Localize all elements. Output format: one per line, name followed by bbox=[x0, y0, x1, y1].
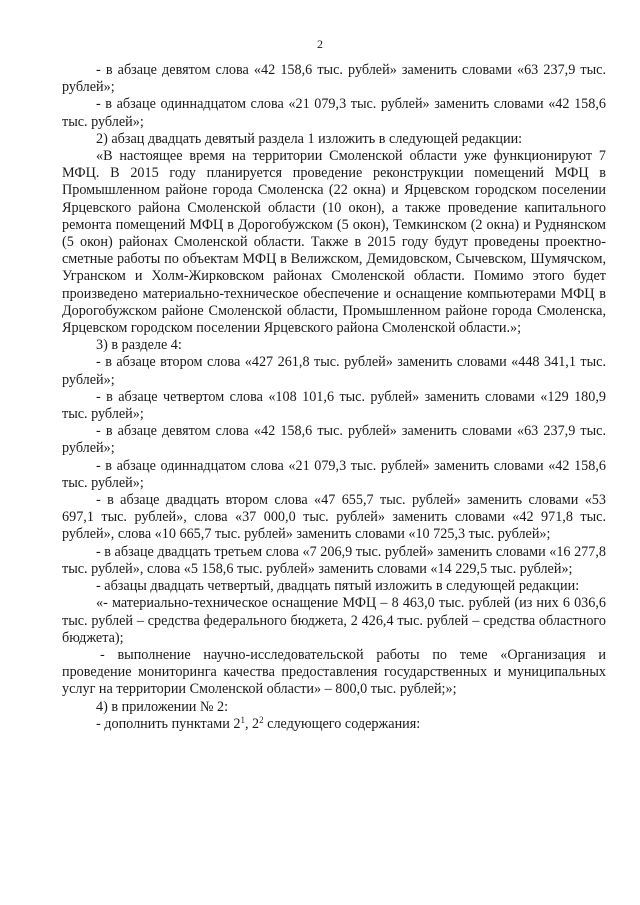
page-number: 2 bbox=[317, 37, 323, 51]
superscript: 1 bbox=[240, 714, 245, 725]
superscript: 2 bbox=[259, 714, 264, 725]
paragraph: 2) абзац двадцать девятый раздела 1 изложить в следующей редакции: bbox=[96, 130, 523, 147]
paragraph: - в абзаце двадцать втором слова «47 655,7 тыс. рублей» заменить словами «53 697,1 тыс. рублей», слова «37 000,0 тыс. рублей» заменить словами «42 971,8 тыс. рублей», слова «10 665,7 тыс. рублей» заменить словами «10 725,3 тыс. рублей»; bbox=[62, 492, 606, 543]
text-fragment: - дополнить пунктами 2 bbox=[96, 715, 241, 732]
text-fragment: , 2 bbox=[244, 715, 260, 732]
document-body bbox=[62, 62, 606, 733]
paragraph: «- материально-техническое оснащение МФЦ – 8 463,0 тыс. рублей (из них 6 036,6 тыс. рублей – средства федерального бюджета, 2 426,4 тыс. рублей – средства областного бюджета); bbox=[62, 595, 606, 646]
paragraph: - в абзаце двадцать третьем слова «7 206,9 тыс. рублей» заменить словами «16 277,8 тыс. рублей», слова «5 158,6 тыс. рублей» заменить словами «14 229,5 тыс. рублей»; bbox=[62, 543, 606, 577]
paragraph: - в абзаце четвертом слова «108 101,6 тыс. рублей» заменить словами «129 180,9 тыс. рублей»; bbox=[62, 388, 606, 423]
paragraph: - в абзаце девятом слова «42 158,6 тыс. рублей» заменить словами «63 237,9 тыс. рублей»; bbox=[62, 62, 606, 96]
paragraph: 4) в приложении № 2: bbox=[96, 698, 229, 715]
paragraph: - в абзаце одиннадцатом слова «21 079,3 тыс. рублей» заменить словами «42 158,6 тыс. рублей»; bbox=[62, 96, 606, 130]
text-fragment: следующего содержания: bbox=[263, 715, 421, 732]
paragraph: - в абзаце втором слова «427 261,8 тыс. рублей» заменить словами «448 341,1 тыс. рублей»; bbox=[62, 354, 606, 388]
paragraph: - в абзаце одиннадцатом слова «21 079,3 тыс. рублей» заменить словами «42 158,6 тыс. рублей»; bbox=[62, 457, 606, 491]
paragraph: - выполнение научно-исследовательской работы по теме «Организация и проведение мониторинга качества предоставления государственных и муниципальных услуг на территории Смоленской области» – 800,0 тыс. рублей;»; bbox=[62, 646, 606, 698]
paragraph: 3) в разделе 4: bbox=[96, 337, 182, 354]
paragraph-appendix-items bbox=[62, 716, 606, 733]
paragraph: - абзацы двадцать четвертый, двадцать пятый изложить в следующей редакции: bbox=[96, 578, 580, 595]
paragraph: - в абзаце девятом слова «42 158,6 тыс. рублей» заменить словами «63 237,9 тыс. рублей»; bbox=[62, 423, 606, 457]
paragraph: «В настоящее время на территории Смоленской области уже функционируют 7 МФЦ. В 2015 году планируется проведение реконструкции помещений МФЦ в Промышленном районе города Смоленска (22 окна) и Ярцевском городском поселении Ярцевского района Смоленской области (10 окон), а также проведение капитального ремонта помещений МФЦ в Дорогобужском (5 окон), Темкинском (2 окна) и Руднянском (5 окон) районах Смоленской области. Также в 2015 году будут проведены проектно-сметные работы по объектам МФЦ в Велижском, Демидовском, Сычевском, Шумячском, Угранском и Холм-Жирковском районах Смоленской области. Помимо этого будет произведено материально-техническое обеспечение и оснащение компьютерами МФЦ в Дорогобужском районе Смоленской области, Промышленном районе города Смоленска, Ярцевском городском поселении Ярцевского района Смоленской области.»; bbox=[62, 148, 606, 337]
